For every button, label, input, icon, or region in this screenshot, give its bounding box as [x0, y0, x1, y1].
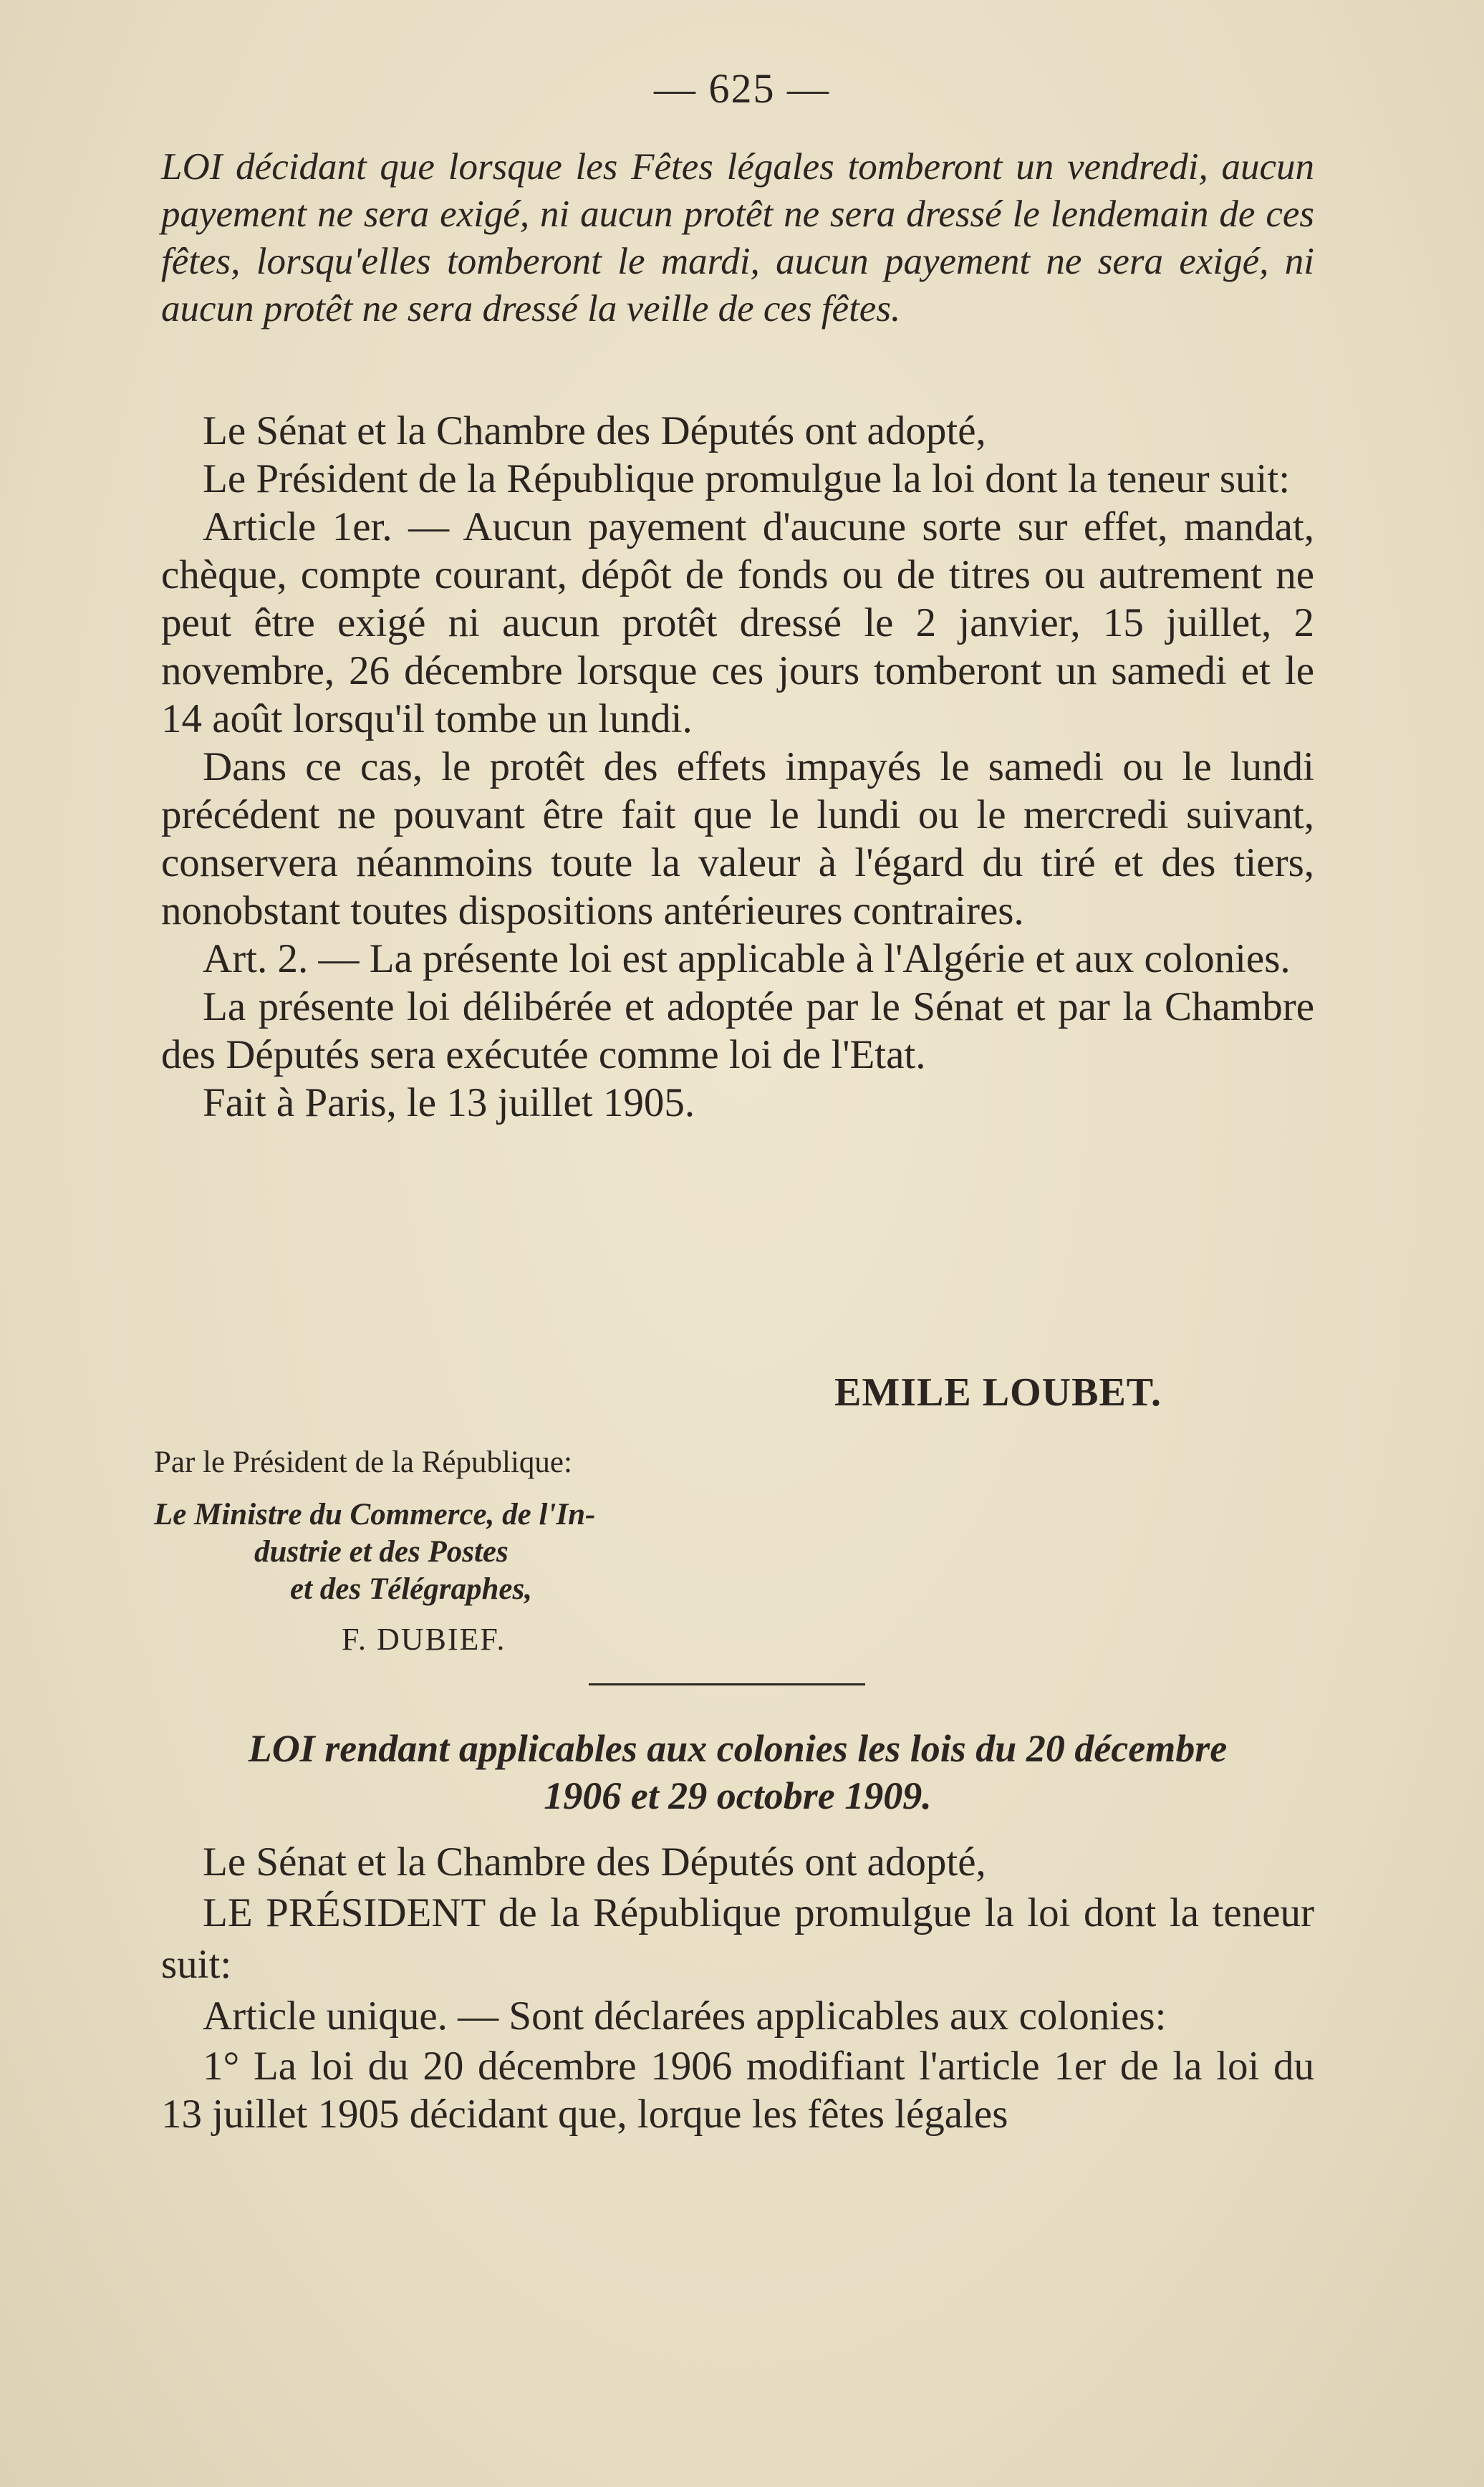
law1-paragraph: Le Sénat et la Chambre des Députés ont adopté, — [203, 408, 986, 453]
page-number: — 625 — — [654, 65, 830, 112]
law2-paragraph: LE PRÉSIDENT de la République promulgue la loi dont la teneur suit: — [161, 1890, 1314, 1987]
law2-title-line: 1906 et 29 octobre 1909. — [544, 1774, 932, 1817]
law2-paragraph: Le Sénat et la Chambre des Députés ont adopté, — [203, 1839, 986, 1885]
minister-name: F. DUBIEF. — [342, 1622, 506, 1657]
law1-date-line: Fait à Paris, le 13 juillet 1905. — [203, 1080, 695, 1125]
countersign-line: et des Télégraphes, — [290, 1572, 532, 1606]
countersign-line: Le Ministre du Commerce, de l'In- — [154, 1498, 596, 1531]
law1-paragraph: La présente loi délibérée et adoptée par le Sénat et par la Chambre des Députés sera exécutée comme loi de l'Etat. — [161, 984, 1314, 1077]
law1-title-block — [161, 143, 1314, 332]
law2-article-unique: Article unique. — Sont déclarées applicables aux colonies: — [203, 1993, 1167, 2039]
law1-paragraph: Dans ce cas, le protêt des effets impayés le samedi ou le lundi précédent ne pouvant être fait que le lundi ou le mercredi suivant, conservera néanmoins toute la valeur à l'égard du tiré et des tiers, nonobstant toutes dispositions antérieures contraires. — [161, 744, 1314, 933]
law1-article-2: Art. 2. — La présente loi est applicable à l'Algérie et aux colonies. — [203, 936, 1291, 981]
law2-title-line: LOI rendant applicables aux colonies les lois du 20 décembre — [248, 1727, 1228, 1770]
countersign-line: dustrie et des Postes — [254, 1535, 509, 1569]
law1-body — [161, 407, 1314, 1127]
president-signature: EMILE LOUBET. — [834, 1370, 1162, 1415]
law2-title — [161, 1725, 1314, 1819]
law2-body — [161, 1837, 1314, 2138]
section-divider — [589, 1683, 865, 1685]
law1-title: LOI décidant que lorsque les Fêtes légales tomberont un vendredi, aucun payement ne sera exigé, ni aucun protêt ne sera dressé le lendemain de ces fêtes, lorsqu'elles tomberont le mardi, aucun payement ne sera exigé, ni aucun protêt ne sera dressé la veille de ces fêtes. — [161, 146, 1314, 329]
law2-paragraph: 1° La loi du 20 décembre 1906 modifiant l'article 1er de la loi du 13 juillet 1905 décidant que, lorque les fêtes légales — [161, 2044, 1314, 2137]
law1-article-1: Article 1er. — Aucun payement d'aucune sorte sur effet, mandat, chèque, compte courant, dépôt de fonds ou de titres ou autrement ne peut être exigé ni aucun protêt dressé le 2 janvier, 15 juillet, 2 novembre, 26 décembre lorsque ces jours tomberont un samedi et le 14 août lorsqu'il tombe un lundi. — [161, 504, 1314, 741]
countersign-line: Par le Président de la République: — [154, 1445, 572, 1479]
law1-paragraph: Le Président de la République promulgue la loi dont la teneur suit: — [203, 456, 1291, 501]
countersign-block — [154, 1443, 595, 1658]
